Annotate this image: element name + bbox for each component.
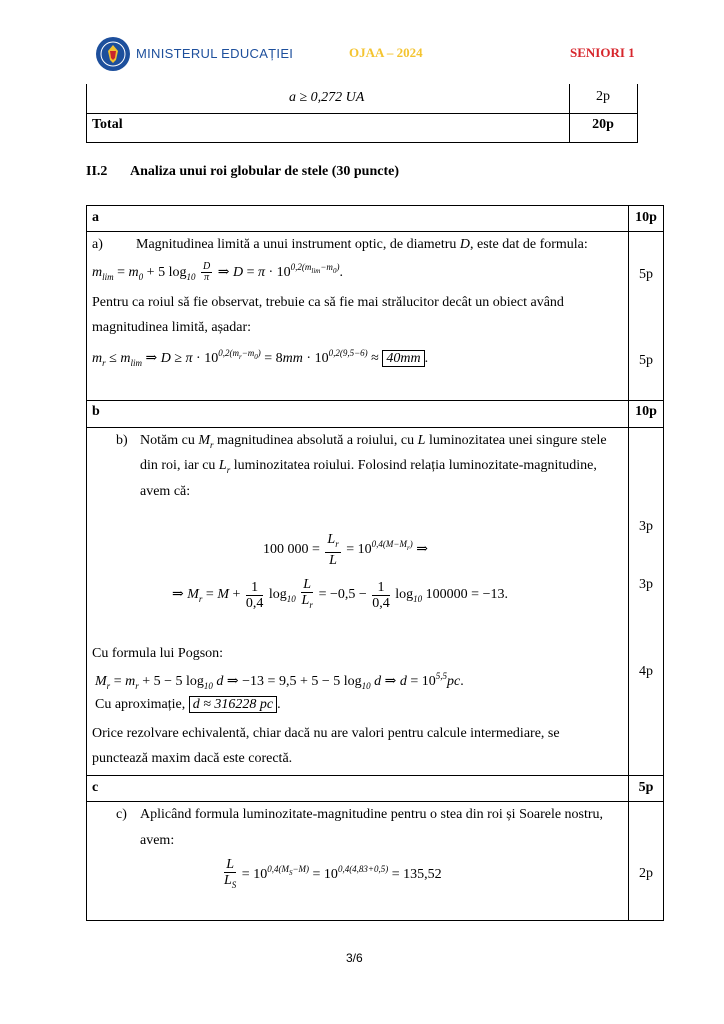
part-a-intro-text: Magnitudinea limită a unui instrument optic, de diametru [136,237,457,252]
part-b-equation-2: ⇒ $M_r = M$ + $\frac{1}{0,4}$ $\log_{10}$ $\frac{L}{L_r}$ = −0,5 − $\frac{1}{0,4}$ $\log_{10} 100000 = -13$. [172,577,508,611]
part-c-item: c) [116,807,127,822]
part-b-points: 10p [635,404,657,419]
part-b-equation-1: 100 000 = $\frac{L_r}{L}$ = $10^{0,4(M-M_r)}$ ⇒ [263,532,428,568]
part-b-points-3: 4p [639,664,653,679]
part-a-label: a [92,210,99,225]
part-c-label: c [92,780,99,795]
level-name: SENIORI 1 [570,45,635,60]
total-points: 20p [592,117,614,132]
part-b-note-1: Orice rezolvare echivalentă, chiar dacă nu are valori pentru calcule intermediare, se [92,726,560,741]
part-b-points-2: 3p [639,577,653,592]
part-b-label: b [92,404,100,419]
part-b-p5: luminozitatea roiului. Folosind relația luminozitate-magnitudine, [233,458,597,473]
part-a-points: 10p [635,210,657,225]
part-c-text-1: Aplicând formula luminozitate-magnitudine pentru o stea din roi și Soarele nostru, [140,807,604,822]
section-title: Analiza unui roi globular de stele (30 puncte) [130,164,400,179]
part-b-points-1: 3p [639,519,653,534]
part-b-pogson: Cu formula lui Pogson: [92,646,224,661]
part-a-intro [136,237,588,253]
part-b-para-line-1: Notăm cu $M_r$ magnitudinea absolută a roiului, cu L luminozitatea unei singure stele [140,433,607,450]
part-b-p4: din roi, iar cu [140,458,216,473]
part-a-formula-1: $m_{lim} = m_0 + 5$ $\log_{10}$ $\frac{D}{\pi}$ ⇒ $D = \pi \cdot 10^{0,2(m_{lim}-m_0)}$. [92,261,343,284]
part-b-approx-label: Cu aproximație, [95,697,186,712]
part-a-intro-var: D [459,237,470,252]
ministry-name: MINISTERUL EDUCAȚIEI [136,46,294,61]
part-a-result: 40mm [382,350,424,367]
part-b-p6: avem că: [140,484,191,499]
part-a-intro-end: , este dat de formula: [470,237,588,252]
part-b-approx: Cu aproximație, d ≈ 316228 pc . [95,697,281,712]
part-b-para-line-2: din roi, iar cu $L_r$ luminozitatea roiului. Folosind relația luminozitate-magnitudine, [140,458,597,475]
part-a-formula-2: $m_r \le m_{lim}$ ⇒ $D \ge \pi \cdot 10^{0,2(m_r-m_0)} = 8mm \cdot 10^{0,2(9,5-6)} \approx 40mm$ . [92,348,429,368]
top-formula-points: 2p [596,89,610,104]
part-b-eq1-left: 100 000 = [263,542,320,558]
part-c-points: 5p [638,780,654,795]
part-b-note-2: punctează maxim dacă este corectă. [92,751,293,766]
part-a-points-1: 5p [639,267,653,282]
part-a-text-3: magnitudinea limită, așadar: [92,320,252,335]
part-b-p2: magnitudinea absolută a roiului, cu [217,433,415,448]
part-c-points-1: 2p [639,866,653,881]
part-b-equation-3: $M_r = m_r + 5 - 5$ $\log_{10} d$ ⇒ −13 = 9,5 + 5 − 5 $\log_{10} d$ ⇒ $d = 10^{5,5}pc$. [95,671,464,691]
part-b-item: b) [116,433,128,448]
part-b-p3: luminozitatea unei singure stele [428,433,607,448]
part-c-equation: $\frac{L}{L_S}$ = $10^{0,4(M_S-M)} = 10^{0,4(4,83+0,5)} = 135,52$ [224,857,442,890]
event-name: OJAA – 2024 [349,45,423,60]
total-label: Total [92,117,123,132]
part-c-text-2: avem: [140,833,175,848]
ministry-logo [95,36,131,72]
part-a-text-2: Pentru ca roiul să fie observat, trebuie ca să fie mai strălucitor decât un obiect având [92,295,564,310]
coat-of-arms-icon [95,36,131,72]
part-c-result: = 135,52 [391,867,442,883]
part-a-points-2: 5p [639,353,653,368]
page-number: 3/6 [346,951,363,965]
part-b-p1: Notăm cu [140,433,195,448]
part-b-approx-value: d ≈ 316228 pc [189,696,277,713]
top-formula: a ≥ 0,272 UA [289,90,365,105]
part-a-item: a) [92,237,103,252]
section-number: II.2 [86,164,108,179]
